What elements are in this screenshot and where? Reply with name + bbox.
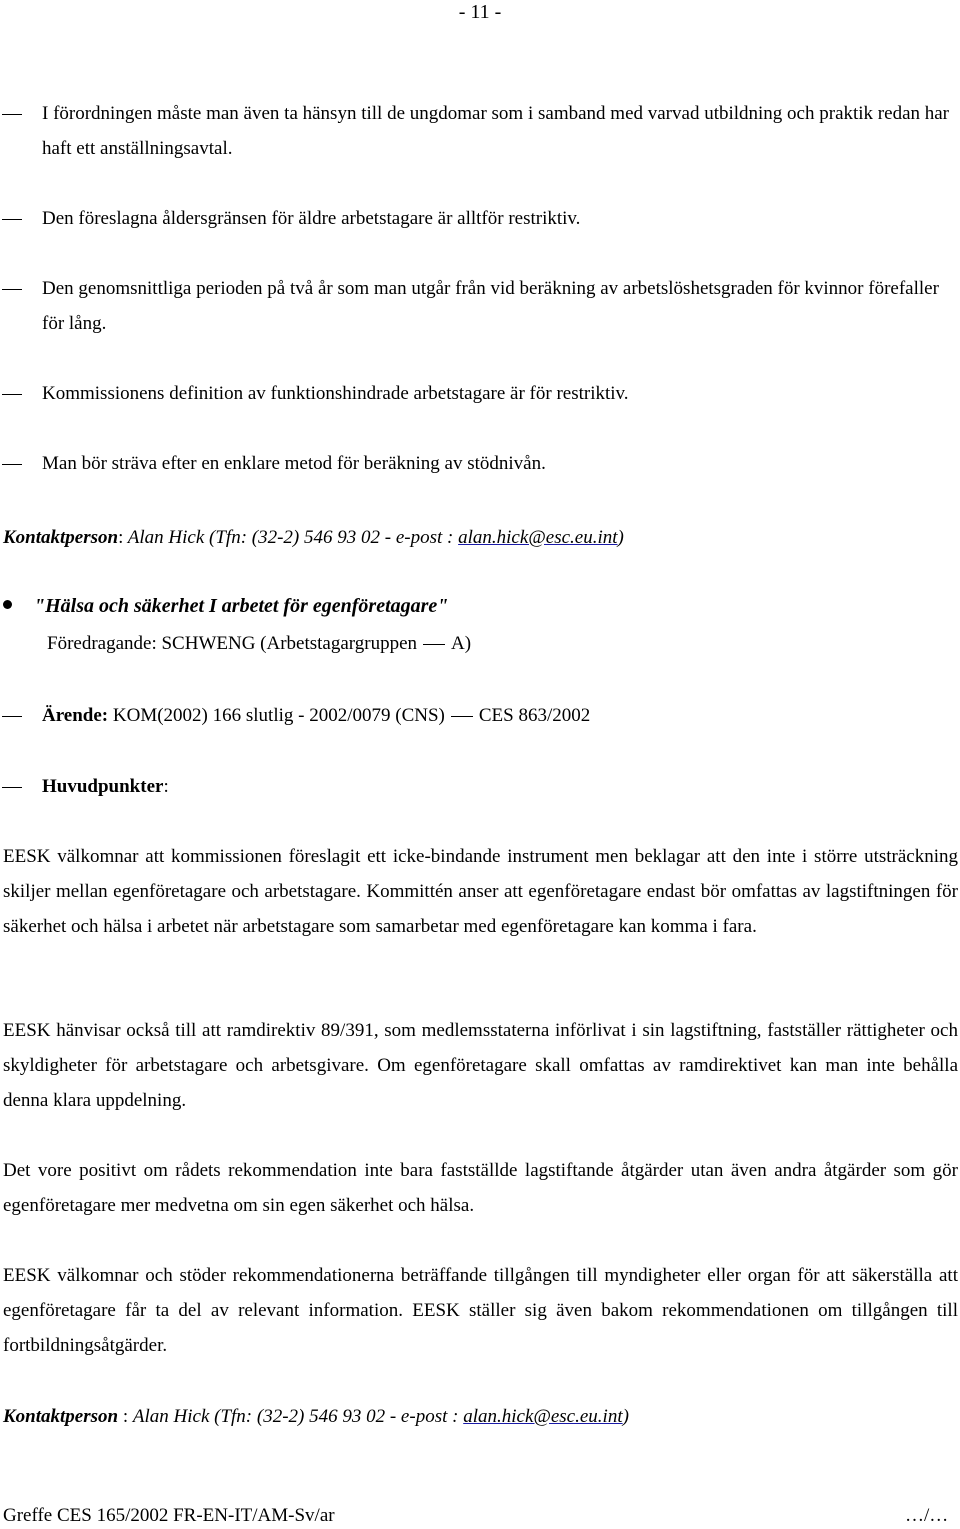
dash-marker	[2, 289, 22, 290]
dash-marker	[2, 394, 22, 395]
main-points-line	[42, 773, 169, 801]
contact-label: Kontaktperson	[3, 527, 119, 548]
body-paragraph: Det vore positivt om rådets rekommendation inte bara fastställde lagstiftande åtgärder utan även andra åtgärder som gör egenföretagare mer medvetna om sin egen säkerhet och hälsa.	[3, 1160, 958, 1216]
remark-item: Man bör sträva efter en enklare metod för beräkning av stödnivån.	[42, 453, 546, 474]
bullet-icon	[3, 600, 12, 609]
contact-text: Alan Hick (Tfn: (32-2) 546 93 02 - e-post :	[132, 1406, 464, 1427]
dash-marker	[423, 644, 445, 645]
body-paragraph: EESK hänvisar också till att ramdirektiv 89/391, som medlemsstaterna införlivat i sin lagstiftning, fastställer rättigheter och skyldigheter för arbetstagare och arbetsgivare. Om egenföretagare skall omfattas av ramdirektivet kan man inte behålla denna klara uppdelning.	[3, 1020, 958, 1111]
main-points-label: Huvudpunkter	[42, 776, 164, 797]
contact-email-link[interactable]: alan.hick@esc.eu.int	[458, 527, 618, 548]
rapporteur-text: Föredragande: SCHWENG (Arbetstagargruppen	[47, 633, 418, 654]
dash-marker	[2, 219, 22, 220]
contact-separator: :	[118, 527, 124, 548]
contact-line	[3, 524, 624, 552]
body-paragraph: EESK välkomnar att kommissionen föreslagit ett icke-bindande instrument men beklagar att den inte i större utsträckning skiljer mellan egenföretagare och arbetstagare. Kommittén anser att egenföretagare endast bör omfattas av lagstiftningen för säkerhet och hälsa i arbetet när arbetstagare som samarbetar med egenföretagare kan komma i fara.	[3, 846, 958, 937]
dash-marker	[451, 716, 473, 717]
case-reference: KOM(2002) 166 slutlig - 2002/0079 (CNS)	[112, 705, 445, 726]
rapporteur-line	[47, 630, 471, 658]
remark-item: Kommissionens definition av funktionshindrade arbetstagare är för restriktiv.	[42, 383, 629, 404]
case-label: Ärende:	[42, 705, 109, 726]
main-points-colon: :	[163, 776, 169, 797]
remark-item: Den föreslagna åldersgränsen för äldre arbetstagare är alltför restriktiv.	[42, 208, 581, 229]
page-number: - 11 -	[458, 1, 502, 23]
contact-separator: :	[118, 1406, 133, 1427]
dash-marker	[2, 464, 22, 465]
rapporteur-group: A)	[451, 633, 472, 654]
contact-close: )	[622, 1406, 629, 1427]
contact-line	[3, 1403, 629, 1431]
body-paragraph: EESK välkomnar och stöder rekommendationerna beträffande tillgången till myndigheter eller organ för att säkerställa att egenföretagare får ta del av relevant information. EESK ställer sig även bakom rekommendationen om tillgången till fortbildningsåtgärder.	[3, 1265, 958, 1356]
footer-reference: Greffe CES 165/2002 FR-EN-IT/AM-Sv/ar	[3, 1505, 335, 1526]
contact-email-link[interactable]: alan.hick@esc.eu.int	[463, 1406, 623, 1427]
dash-marker	[2, 114, 22, 115]
dash-marker	[2, 787, 22, 788]
case-ces-number: CES 863/2002	[478, 705, 591, 726]
contact-label: Kontaktperson	[3, 1406, 119, 1427]
remark-item: I förordningen måste man även ta hänsyn till de ungdomar som i samband med varvad utbildning och praktik redan har haft ett anställningsavtal.	[42, 103, 950, 159]
section-title: "Hälsa och säkerhet I arbetet för egenföretagare"	[34, 595, 449, 617]
contact-text: Alan Hick (Tfn: (32-2) 546 93 02 - e-post :	[123, 527, 459, 548]
dash-marker	[2, 716, 22, 717]
footer-continuation: …/…	[905, 1505, 949, 1526]
remark-item: Den genomsnittliga perioden på två år som man utgår från vid beräkning av arbetslöshetsgraden för kvinnor förefaller för lång.	[42, 278, 939, 334]
case-line	[42, 702, 590, 730]
contact-close: )	[617, 527, 624, 548]
